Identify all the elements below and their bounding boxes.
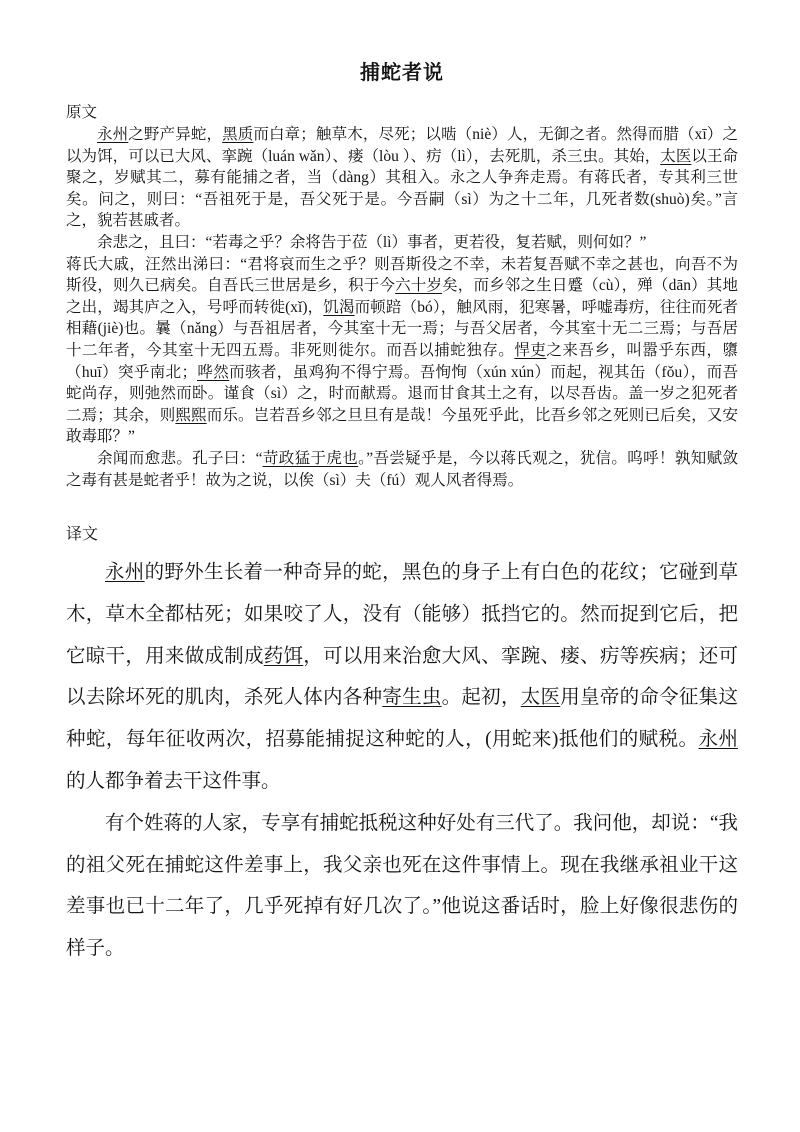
underlined-term: 永州 <box>105 562 145 584</box>
underlined-term: 寄生虫 <box>382 687 442 709</box>
text-run: 。”吾尝疑乎是，今以蒋氏观之，犹信。呜呼！孰知赋敛之毒有甚是蛇者乎！故为之说，以俟（sì）夫（fú）观人风者得焉。 <box>66 449 738 489</box>
text-run: 有个姓蒋的人家，专享有捕蛇抵税这种好处有三代了。我问他，却说：“我的祖父死在捕蛇这件差事上，我父亲也死在这件事情上。现在我继承祖业干这差事也已十二年了，几乎死掉有好几次了。”他说这番话时，脸上好像很悲伤的样子。 <box>66 812 738 960</box>
text-run: 矣，而乡邻之生日蹙（cù），殚（dān）其地之出，竭其庐之入，号呼而转徙(xǐ)， <box>66 277 738 316</box>
translation-paragraph-1 <box>66 552 738 803</box>
text-run: 的野外生长着一种奇异的蛇，黑色的身子上有白色的花纹；它碰到草木，草木全都枯死；如果咬了人，没有（能够）抵挡它的。然而捉到它后，把它晾干，用来做成制成 <box>66 562 738 667</box>
underlined-term: 永州 <box>97 126 129 143</box>
underlined-term: 药饵 <box>263 645 304 667</box>
original-section <box>66 100 738 491</box>
original-paragraph-2 <box>66 232 738 254</box>
original-paragraph-1 <box>66 124 738 232</box>
underlined-term: 太医 <box>660 147 692 165</box>
text-run: 余闻而愈悲。孔子曰：“ <box>97 449 263 467</box>
text-run: ，可以用来治愈大风、挛踠、瘘、疠等疾病；还可以去除坏死的肌肉，杀死人体内各种 <box>66 645 738 709</box>
text-run: 之野产异蛇， <box>128 126 223 143</box>
underlined-term: 永州 <box>698 729 738 751</box>
translation-heading: 译文 <box>66 526 99 544</box>
translation-section <box>66 521 738 970</box>
text-run: 的人都争着去干这件事。 <box>66 771 281 793</box>
underlined-term: 哗然 <box>197 363 230 381</box>
underlined-term: 苛政猛于虎也 <box>262 449 359 467</box>
underlined-term: 悍吏 <box>514 341 547 359</box>
original-heading: 原文 <box>66 104 98 121</box>
translation-paragraph-2 <box>66 803 738 970</box>
underlined-term: 太医 <box>520 687 561 709</box>
underlined-term: 饥渴 <box>323 298 355 316</box>
text-run: 蒋氏大戚，汪然出涕曰：“君将哀而生之乎？则吾斯役之不幸，未若复吾赋不幸之甚也，向吾不为斯役，则久已病矣。自吾氏三世居是乡，积于今 <box>66 255 738 295</box>
underlined-term: 六十岁 <box>395 277 443 295</box>
underlined-term: 熙熙 <box>175 406 207 424</box>
text-run: 。起初， <box>441 687 521 709</box>
text-run: 用皇帝的命令征集这种蛇，每年征收两次，招募能捕捉这种蛇的人，(用蛇来)抵他们的赋税。 <box>66 687 738 751</box>
text-run: 以王命聚之，岁赋其二，募有能捕之者，当（dàng）其租入。永之人争奔走焉。有蒋氏者，专其利三世矣。问之，则曰：“吾祖死于是，吾父死于是。今吾嗣（sì）为之十二年，几死者数(shuò)矣。”言之，貌若甚戚者。 <box>66 147 738 230</box>
underlined-term: 黑质 <box>222 126 254 143</box>
text-run: 之来吾乡，叫嚣乎东西，隳（huī）突乎南北； <box>66 341 738 381</box>
original-paragraph-3 <box>66 254 738 448</box>
text-run: 余悲之，且曰：“若毒之乎？余将告于莅（lì）事者，更若役，复若赋，则何如？” <box>97 233 647 251</box>
text-run: 而乐。岂若吾乡邻之旦旦有是哉！今虽死乎此，比吾乡邻之死则已后矣，又安敢毒耶？” <box>66 406 738 446</box>
text-run: 而顿踣（bó），触风雨，犯寒暑，呼嘘毒疠，往往而死者相藉(jiè)也。曩（nǎng）与吾祖居者，今其室十无一焉；与吾父居者，今其室十无二三焉；与吾居十二年者，今其室十无四五焉。非死则徙尔。而吾以捕蛇独存。 <box>66 298 738 359</box>
original-paragraph-4 <box>66 448 738 491</box>
text-run: 而白章；触草木，尽死；以啮（niè）人，无御之者。然得而腊（xī）之以为饵，可以已大风、挛踠（luán wǎn）、瘘（lòu ）、疠（lì），去死肌，杀三虫。其始， <box>66 126 738 165</box>
text-run: 而骇者，虽鸡狗不得宁焉。吾恂恂（xún xún）而起，视其缶（fǒu），而吾蛇尚存，则弛然而卧。谨食（sì）之，时而献焉。退而甘食其土之有，以尽吾齿。盖一岁之犯死者二焉；其余，则 <box>66 363 738 424</box>
document-title: 捕蛇者说 <box>360 62 444 84</box>
